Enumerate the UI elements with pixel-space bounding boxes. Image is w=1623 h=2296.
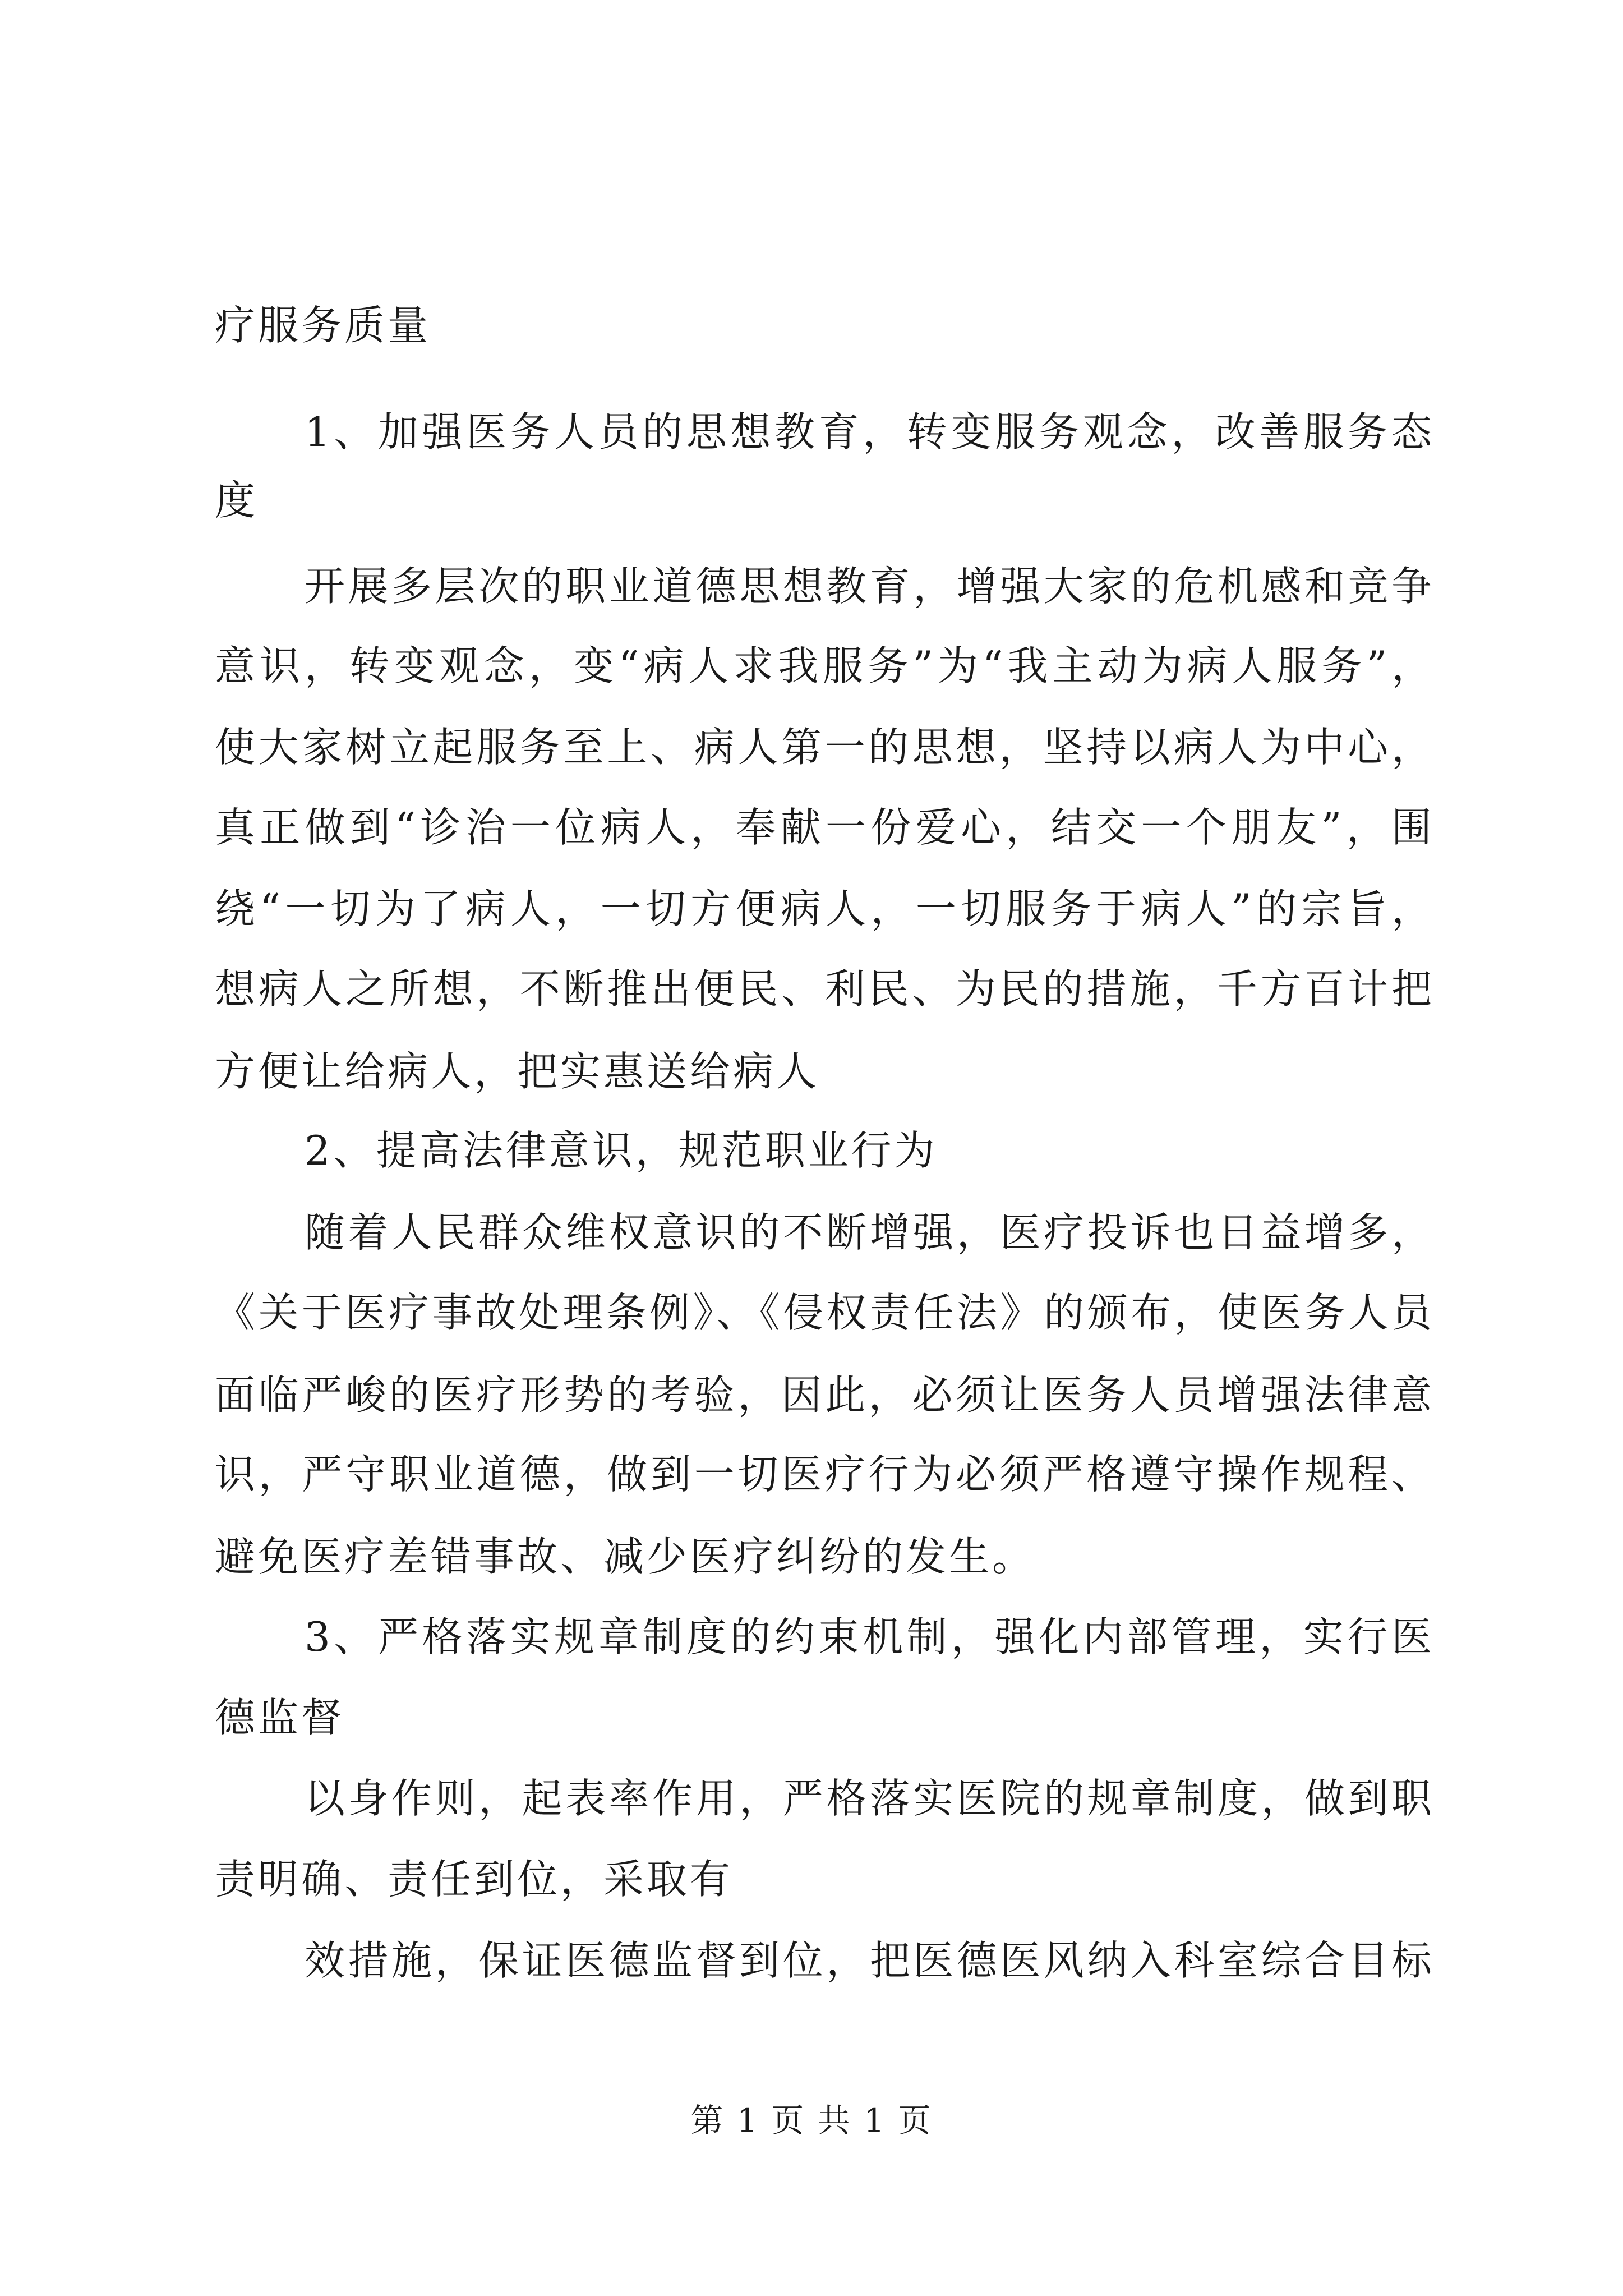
text-line: 使大家树立起服务至上、病人第一的思想，坚持以病人为中心，	[215, 724, 1432, 771]
text-line: 1、加强医务人员的思想教育，转变服务观念，改善服务态	[305, 408, 1432, 455]
text-line: 面临严峻的医疗形势的考验，因此，必须让医务人员增强法律意	[215, 1372, 1432, 1419]
text-line: 方便让给病人，把实惠送给病人	[215, 1048, 820, 1095]
page-number-footer: 第 1 页 共 1 页	[690, 2101, 933, 2139]
text-line: 效措施，保证医德监督到位，把医德医风纳入科室综合目标	[305, 1937, 1432, 1984]
text-line: 随着人民群众维权意识的不断增强，医疗投诉也日益增多，	[305, 1209, 1432, 1256]
text-line: 责明确、责任到位，采取有	[215, 1856, 734, 1903]
text-line: 开展多层次的职业道德思想教育，增强大家的危机感和竞争	[305, 563, 1432, 610]
text-line: 2、提高法律意识，规范职业行为	[305, 1127, 938, 1174]
text-line: 真正做到“诊治一位病人，奉献一份爱心，结交一个朋友”，围	[215, 804, 1432, 851]
text-line: 避免医疗差错事故、减少医疗纠纷的发生。	[215, 1533, 1036, 1580]
text-line: 意识，转变观念，变“病人求我服务”为“我主动为病人服务”，	[215, 642, 1432, 689]
text-line: 德监督	[215, 1694, 345, 1741]
text-line: 以身作则，起表率作用，严格落实医院的规章制度，做到职	[305, 1775, 1432, 1822]
text-line: 疗服务质量	[215, 302, 431, 349]
text-line: 识，严守职业道德，做到一切医疗行为必须严格遵守操作规程、	[215, 1451, 1432, 1498]
text-line: 度	[215, 477, 259, 524]
text-line: 3、严格落实规章制度的约束机制，强化内部管理，实行医	[305, 1613, 1432, 1660]
text-line: 想病人之所想，不断推出便民、利民、为民的措施，千方百计把	[215, 965, 1432, 1013]
text-line: 绕“一切为了病人，一切方便病人，一切服务于病人”的宗旨，	[215, 885, 1432, 932]
text-line: 《关于医疗事故处理条例》、《侵权责任法》的颁布，使医务人员	[215, 1289, 1432, 1336]
